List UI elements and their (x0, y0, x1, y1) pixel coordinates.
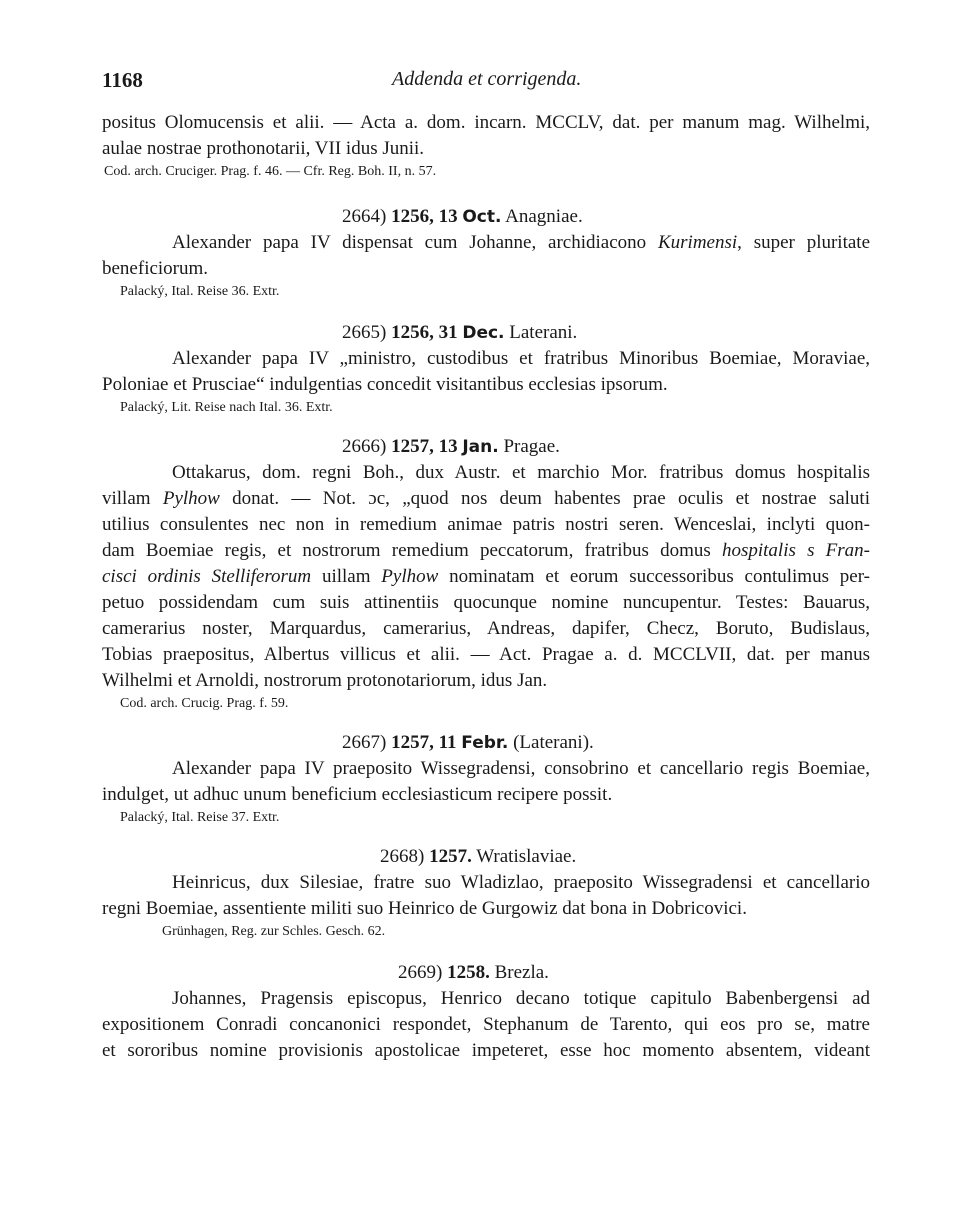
text-line: et sororibus nomine provisionis apostolicae impeteret, esse hoc momento absentem, videant (102, 1040, 870, 1061)
text-line: dam Boemiae regis, et nostrorum remedium peccatorum, fratribus domus hospitalis s Fran- (102, 540, 870, 561)
text-line: Tobias praepositus, Albertus villicus et alii. — Act. Pragae a. d. MCCLVII, dat. per manus (102, 644, 870, 665)
text-line: Alexander papa IV „ministro, custodibus et fratribus Minoribus Boemiae, Moraviae, (172, 348, 870, 369)
text-line: Ottakarus, dom. regni Boh., dux Austr. et marchio Mor. fratribus domus hospitalis (172, 462, 870, 483)
entry-number: 2664) (342, 206, 387, 227)
entry-place: Anagniae. (505, 206, 583, 227)
text-line: regni Boemiae, assentiente militi suo Heinrico de Gurgowiz dat bona in Dobricovici. (102, 898, 747, 919)
text-line: indulget, ut adhuc unum beneficium ecclesiasticum recipere possit. (102, 784, 613, 805)
text-line: Poloniae et Prusciae“ indulgentias concedit visitantibus ecclesias ipsorum. (102, 374, 668, 395)
entry-heading: 2668) 1257. Wratislaviae. (380, 846, 577, 867)
text-line: expositionem Conradi concanonici respondet, Stephanum de Tarento, qui eos pro se, matre (102, 1014, 870, 1035)
text-line: Wilhelmi et Arnoldi, nostrorum protonotariorum, idus Jan. (102, 670, 548, 691)
text-line: positus Olomucensis et alii. — Acta a. dom. incarn. MCCLV, dat. per manum mag. Wilhelmi, (102, 112, 870, 133)
text-line: Heinricus, dux Silesiae, fratre suo Wladizlao, praeposito Wissegradensi et cancellario (172, 872, 870, 893)
text-line: Alexander papa IV dispensat cum Johanne, archidiacono Kurimensi, super pluritate (172, 232, 871, 253)
source-citation: Cod. arch. Cruciger. Prag. f. 46. — Cfr. Reg. Boh. II, n. 57. (104, 164, 437, 179)
source-citation: Palacký, Ital. Reise 37. Extr. (120, 810, 280, 825)
text-line: Alexander papa IV praeposito Wissegradensi, consobrino et cancellario regis Boemiae, (172, 758, 870, 779)
page-body (102, 110, 870, 1064)
page-number: 1168 (102, 68, 143, 92)
entry-day: 13 (438, 206, 458, 227)
entry-heading: 2665) 1256, 31 Dec. Laterani. (342, 322, 578, 343)
text-line: aulae nostrae prothonotarii, VII idus Junii. (102, 138, 425, 159)
source-citation: Grünhagen, Reg. zur Schles. Gesch. 62. (162, 924, 386, 939)
running-title: Addenda et corrigenda. (392, 68, 582, 90)
entry-heading (102, 204, 870, 230)
entry-heading: 2669) 1258. Brezla. (398, 962, 549, 983)
text-line: utilius consulentes nec non in remedium animae patris nostri seren. Wenceslai, inclyti quon- (102, 514, 870, 535)
text-line: villam Pylhow donat. — Not. ɔc, „quod nos deum habentes prae oculis et nostrae saluti (102, 488, 870, 509)
text-line: petuo possidendam cum suis attinentiis quocunque nomine nuncupentur. Testes: Bauarus, (102, 592, 870, 613)
page-header (102, 68, 872, 98)
entry-heading: 2666) 1257, 13 Jan. Pragae. (342, 436, 560, 457)
text-line: camerarius noster, Marquardus, camerarius, Andreas, dapifer, Checz, Boruto, Budislaus, (102, 618, 870, 639)
entry-year: 1256, (391, 206, 434, 227)
source-citation: Palacký, Ital. Reise 36. Extr. (120, 284, 280, 299)
text-line: cisci ordinis Stelliferorum uillam Pylhow nominatam et eorum successoribus contulimus per- (102, 566, 870, 587)
source-citation: Cod. arch. Crucig. Prag. f. 59. (120, 696, 289, 711)
entry-heading: 2667) 1257, 11 Febr. (Laterani). (342, 732, 594, 753)
source-citation: Palacký, Lit. Reise nach Ital. 36. Extr. (120, 400, 333, 415)
entry-month: Oct. (462, 207, 502, 227)
text-line: beneficiorum. (102, 258, 209, 279)
text-line: Johannes, Pragensis episcopus, Henrico decano totique capitulo Babenbergensi ad (172, 988, 870, 1009)
